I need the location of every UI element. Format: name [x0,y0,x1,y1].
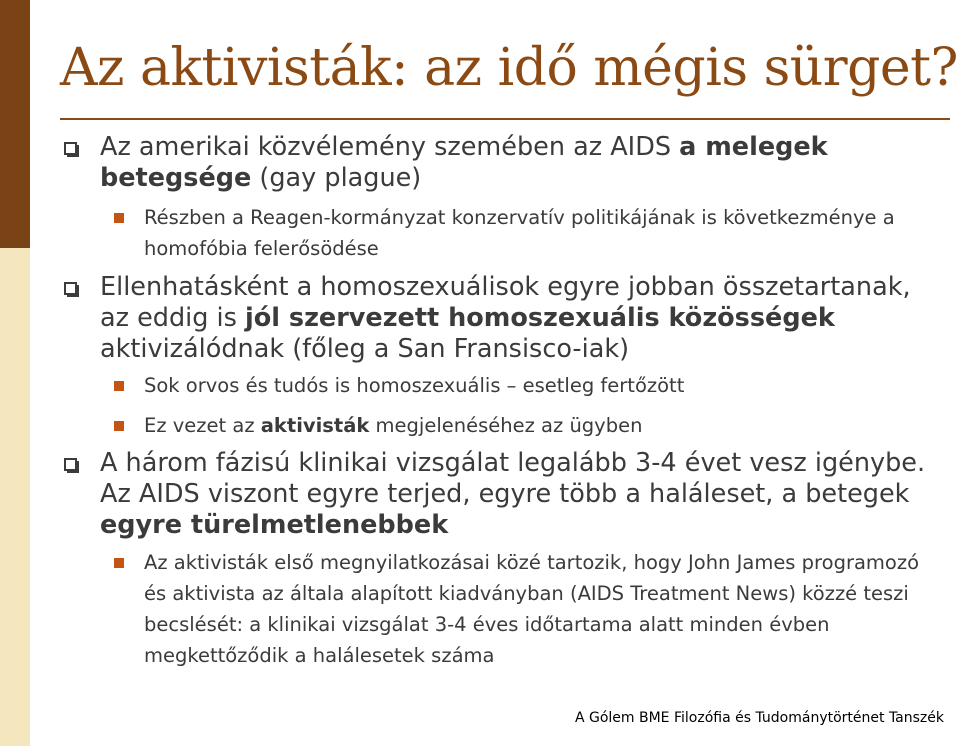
title-divider [60,118,950,120]
subbullet-1: Részben a Reagen-kormányzat konzervatív politikájának is következménye a homofóbia felerősödése [144,206,895,260]
subbullet-2: Sok orvos és tudós is homoszexuális – esetleg fertőzött [144,374,685,397]
sidebar-light-bar [0,248,30,746]
bullet-2 [100,272,940,365]
slide-title: Az aktivisták: az idő mégis sürget? [60,38,958,98]
solid-square-bullet-icon [114,558,124,568]
subbullet-3-bold: aktivisták [260,414,370,437]
bullet-2-text: Ellenhatásként a homoszexuálisok egyre jobban összetartanak, az eddig is [100,272,911,333]
solid-square-bullet-icon [114,213,124,223]
hollow-square-bullet-icon [64,142,77,155]
bullet-1-text-end: (gay plague) [251,163,422,193]
bullet-3-bold: egyre türelmetlenebbek [100,510,449,540]
solid-square-bullet-icon [114,381,124,391]
bullet-3-text: A három fázisú klinikai vizsgálat legalább 3-4 évet vesz igénybe. Az AIDS viszont egyre terjed, egyre több a haláleset, a betegek [100,448,926,509]
hollow-square-bullet-icon [64,282,77,295]
subbullet-3-text: Ez vezet az [144,414,261,437]
bullet-2-text-end: aktivizálódnak (főleg a San Fransisco-iak) [100,334,630,364]
bullet-1 [100,132,940,194]
bullet-3 [100,448,935,541]
bullet-2-bold: jól szervezett homoszexuális közösségek [245,303,835,333]
hollow-square-bullet-icon [64,458,77,471]
bullet-1-text: Az amerikai közvélemény szemében az AIDS [100,132,680,162]
subbullet-3 [144,410,924,441]
bullet-1-bold: a melegek betegsége [100,132,828,193]
subbullet-4: Az aktivisták első megnyilatkozásai közé tartozik, hogy John James programozó és aktivista az általa alapított kiadványban (AIDS Treatment News) közzé teszi becslését: a klinikai vizsgálat 3-4 éves időtartama alatt minden évben megkettőződik a halálesetek száma [144,551,920,667]
solid-square-bullet-icon [114,421,124,431]
footer-credit: A Gólem BME Filozófia és Tudománytörténet Tanszék [574,710,944,726]
subbullet-3-text-end: megjelenéséhez az ügyben [369,414,643,437]
